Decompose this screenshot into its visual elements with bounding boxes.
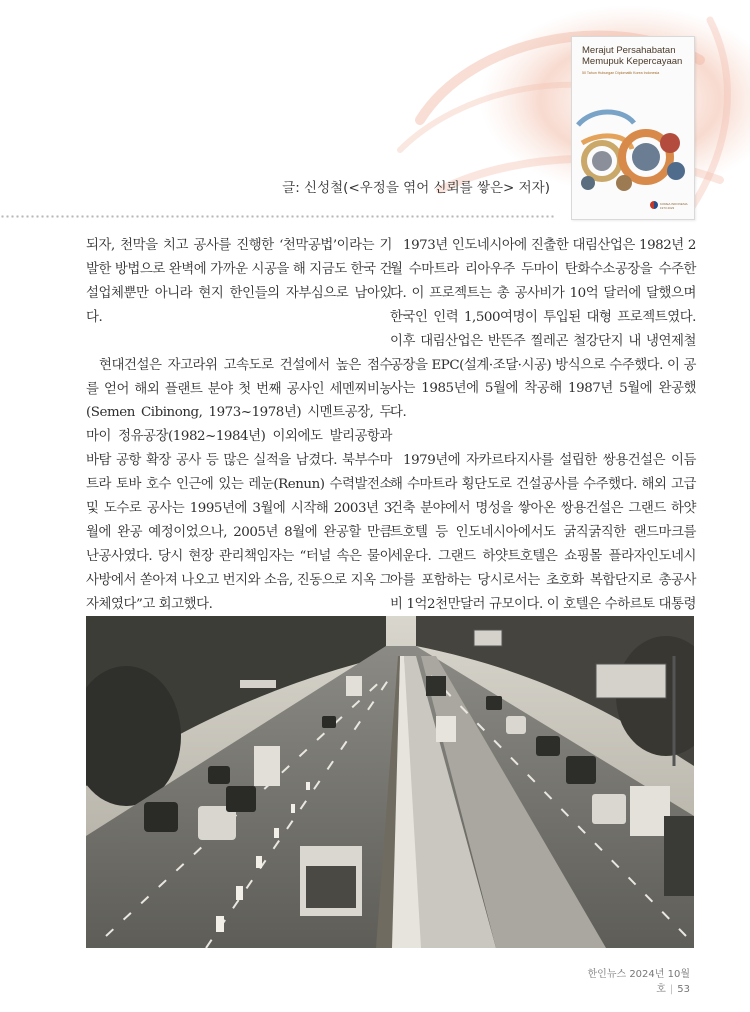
book-subtitle: 50 Tahun Hubungan Diplomatik Korea Indonesia [582, 71, 660, 75]
book-emblem [650, 201, 658, 209]
paragraph: 1979년에 자카르타지사를 설립한 쌍용건설은 이듬해 수마트라 횡단도로 건설공사를 수주했다. 해외 고급 건축 분야에서 명성을 쌓아온 쌍용건설은 그랜드 하얏트호텔 등 인도네시아에서도 굵직굵직한 랜드마크를 세운다. 그랜드 하얏트호텔은 쇼핑몰 플라자인도네시아를 포함하는 당시로서는 초호화 복합단지로 총공사비 1억2천만달러 규모이다. 이 호텔은 수하르토 대통령 [390, 453, 696, 612]
book-title: Merajut Persahabatan Memupuk Kepercayaan [582, 45, 683, 67]
book-cover [571, 36, 695, 220]
right-text-column [390, 234, 696, 641]
paragraph: 되자, 천막을 치고 공사를 진행한 ‘천막공법’이라는 기발한 방법으로 완벽에 가까운 시공을 해 지금도 한국 건설업체뿐만 아니라 현지 한인들의 자부심으로 남아있다. [86, 238, 392, 325]
issue-label: 한인뉴스 2024년 10월호 [587, 969, 690, 995]
highway-construction-photo [86, 616, 694, 948]
author-byline: 글: 신성철(<우정을 엮어 신뢰를 쌓은> 저자) [282, 180, 550, 196]
dotted-divider [0, 214, 555, 220]
page-number: 53 [677, 984, 690, 995]
paragraph: 1973년 인도네시아에 진출한 대림산업은 1982년 2월 수마트라 리아우주 두마이 탄화수소공장을 수주한다. 이 프로젝트는 총 공사비가 10억 달러에 달했으며 한국인 인력 1,500여명이 투입된 대형 프로젝트였다. 이후 대림산업은 반뜬주 찔레곤 철강단지 내 냉연제철공장을 EPC(설계·조달·시공) 방식으로 수주했다. 이 공사는 1985년에 5월에 착공해 1987년 5월에 완공했다. [390, 238, 696, 421]
left-text-column [86, 234, 392, 617]
footer-separator: | [669, 984, 674, 995]
paragraph: 현대건설은 자고라위 고속도로 건설에서 높은 점수를 얻어 해외 플랜트 분야 첫 번째 공사인 세멘찌비농(Semen Cibinong, 1973~1978년) 시멘트공장, 두마이 정유공장(1982~1984년) 이외에도 발리공항과 바탐 공항 확장 공사 등 많은 실적을 남겼다. 북부수마트라 토바 호수 인근에 있는 레눈(Renun) 수력발전소 및 도수로 공사는 1995년에 3월에 시작해 2003년 3월에 완공 예정이었으나, 2005년 8월에 완공할 만큼 난공사였다. 당시 현장 관리책임자는 “터널 속은 물이 사방에서 쏟아져 나오고 번지와 소음, 진동으로 지옥 그 자체였다”고 회고했다. [86, 357, 392, 612]
book-cover-artwork [572, 83, 694, 203]
book-footer-text: KOREA INDONESIA 1973 2023 [660, 202, 688, 210]
page-footer [560, 965, 690, 995]
